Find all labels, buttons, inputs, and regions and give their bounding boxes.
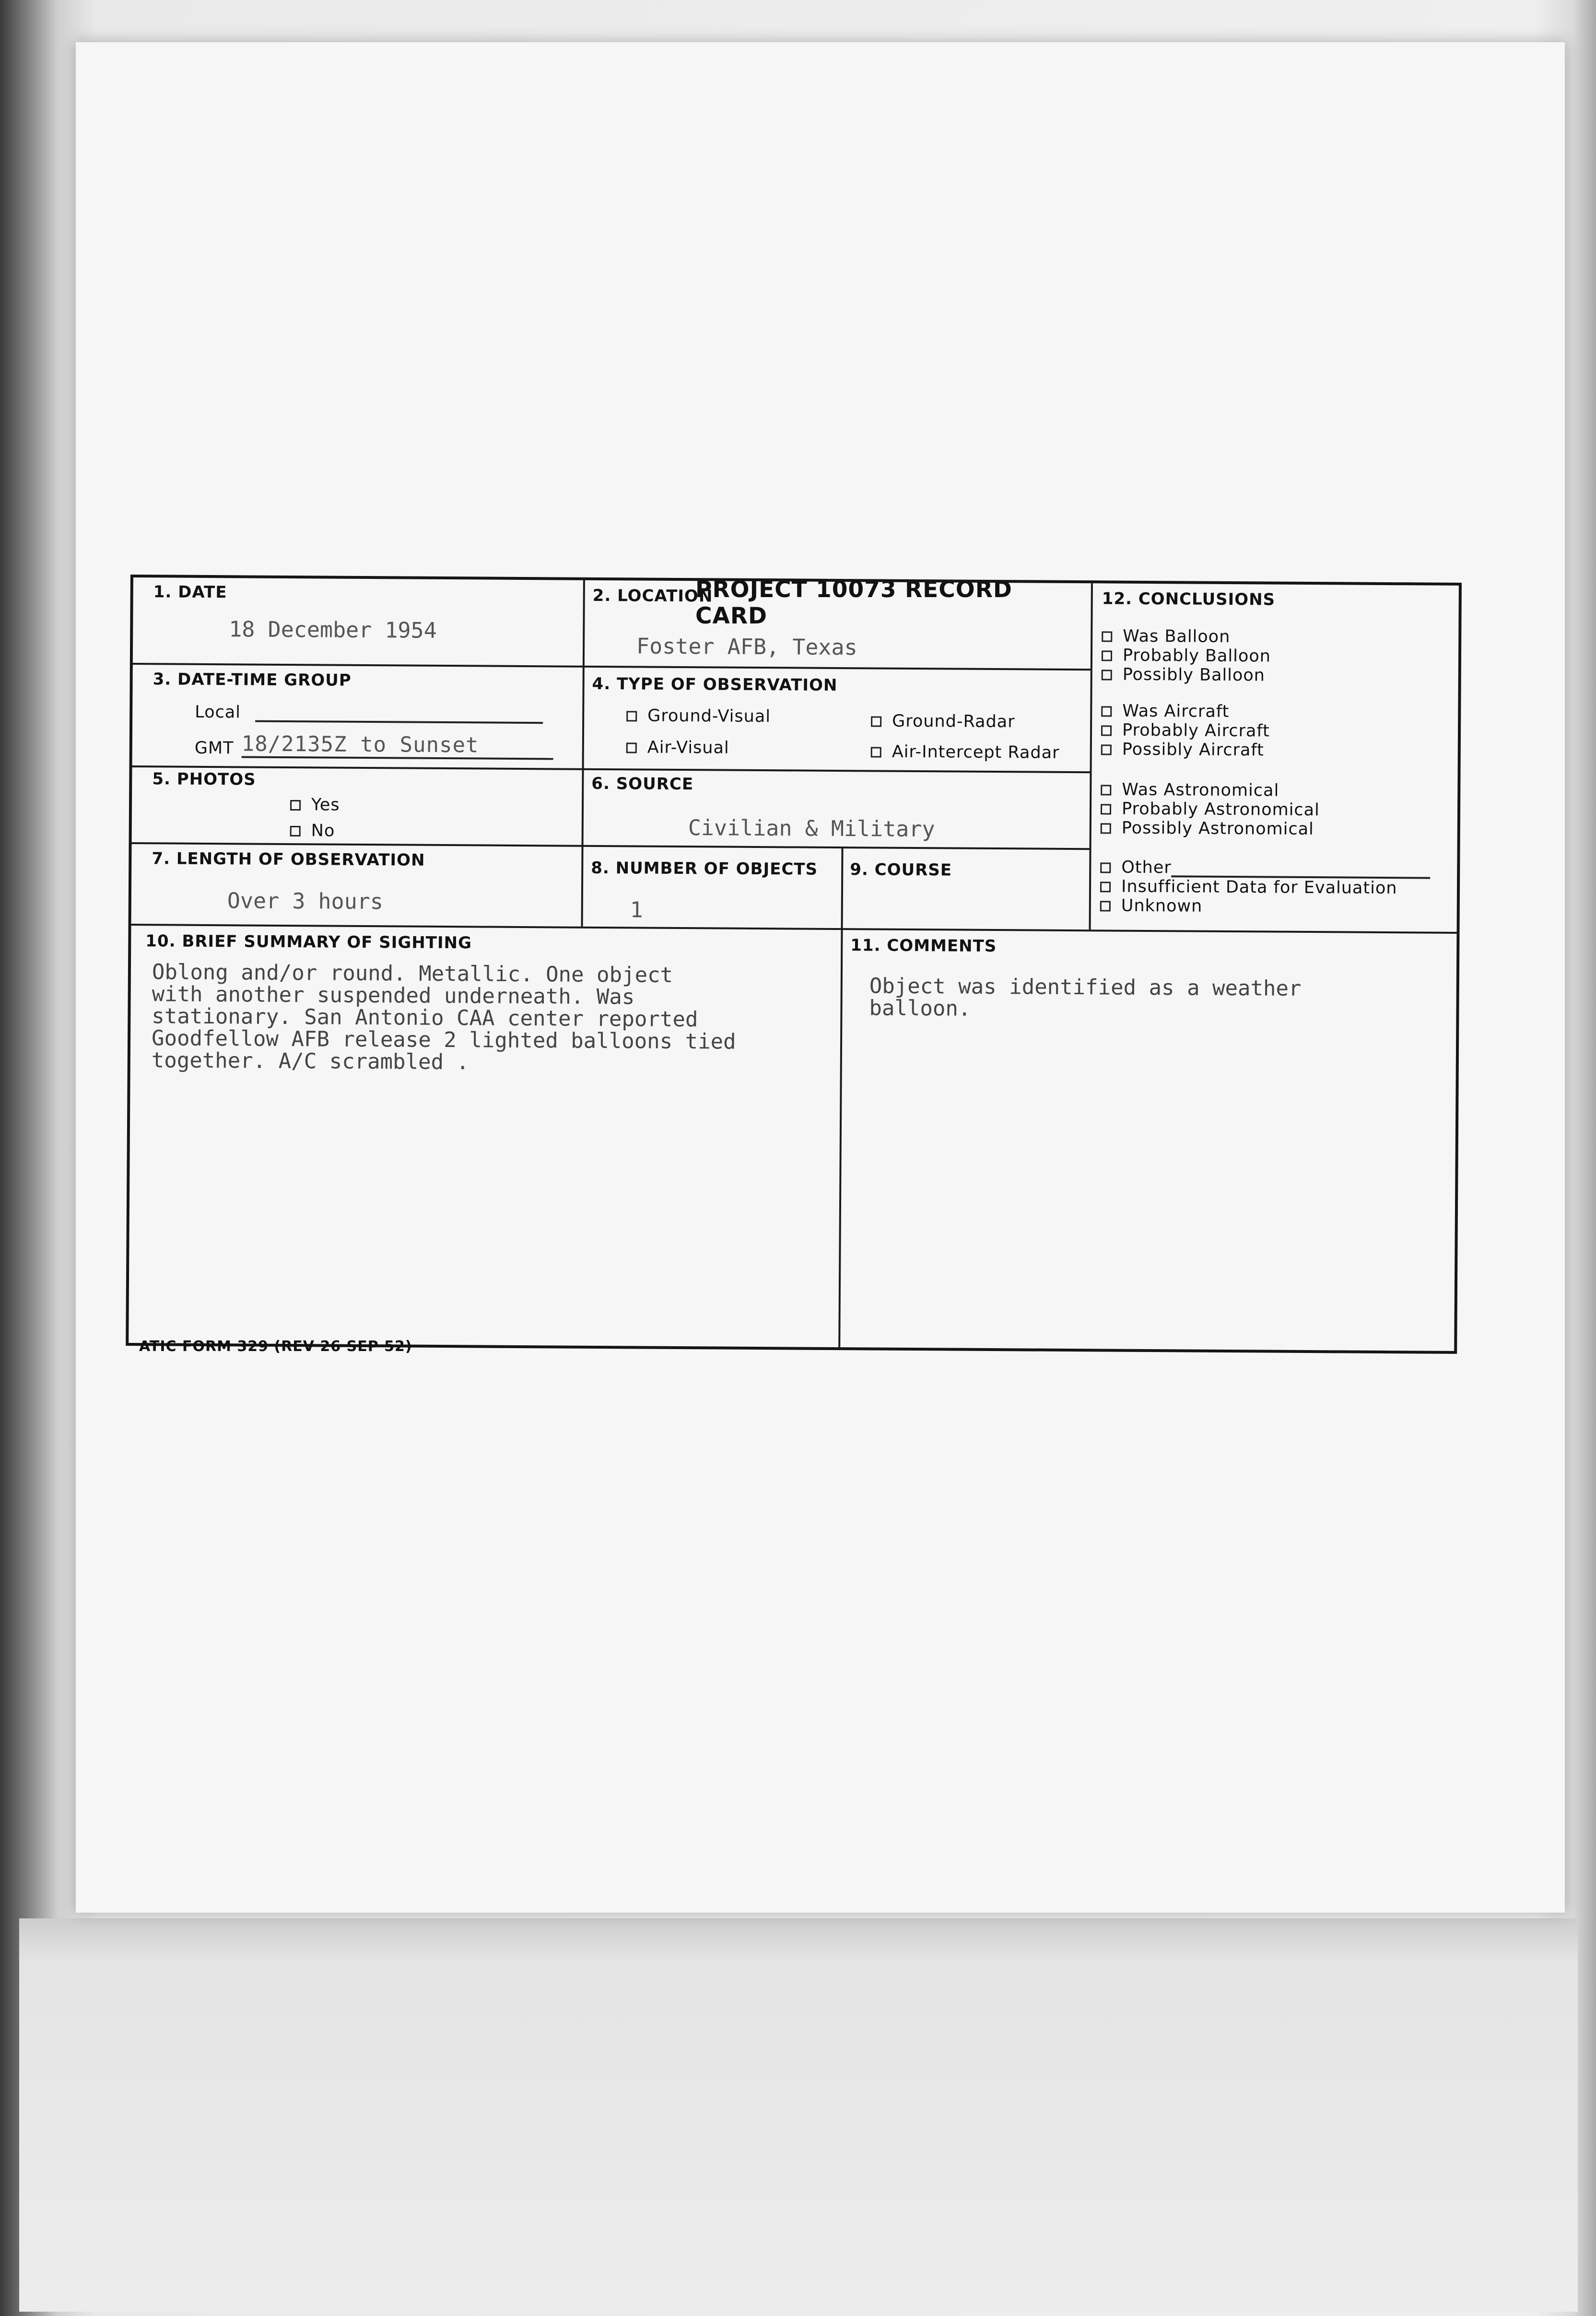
divider-col-course — [841, 846, 844, 928]
divider-col-left — [581, 580, 585, 927]
conclusion-was-balloon: Was Balloon — [1102, 626, 1230, 647]
number-of-objects-label: 8. NUMBER OF OBJECTS — [591, 858, 818, 879]
location-value: Foster AFB, Texas — [636, 633, 857, 660]
card-title: PROJECT 10073 RECORD CARD — [695, 576, 1012, 629]
date-label: 1. DATE — [153, 582, 227, 602]
gmt-time-value: 18/2135Z to Sunset — [241, 731, 479, 758]
checkbox-icon — [290, 826, 301, 836]
conclusion-probably-aircraft: Probably Aircraft — [1101, 720, 1270, 741]
checkbox-icon — [1102, 631, 1112, 642]
checkbox-icon — [1101, 744, 1112, 755]
checkbox-icon — [1100, 862, 1111, 873]
conclusion-was-astronomical: Was Astronomical — [1101, 780, 1279, 800]
option-ground-visual: Ground-Visual — [626, 706, 771, 726]
checkbox-icon — [1101, 725, 1112, 736]
checkbox-icon — [1102, 670, 1112, 680]
conclusion-probably-balloon: Probably Balloon — [1102, 646, 1271, 666]
checkbox-icon — [1101, 706, 1112, 717]
record-card — [126, 575, 1462, 1354]
local-time-line — [255, 720, 543, 724]
divider-col-bottom — [838, 928, 843, 1350]
conclusions-label: 12. CONCLUSIONS — [1102, 589, 1276, 610]
divider-row-1 — [133, 663, 1091, 670]
source-value: Civilian & Military — [688, 815, 935, 842]
local-time-field — [195, 703, 543, 724]
local-time-label: Local — [195, 702, 241, 722]
option-air-intercept-radar: Air-Intercept Radar — [871, 742, 1060, 762]
gmt-time-label: GMT — [194, 738, 234, 758]
gmt-time-field — [195, 731, 553, 760]
date-value: 18 December 1954 — [229, 616, 437, 643]
conclusion-other: Other — [1100, 858, 1431, 879]
date-time-group-label: 3. DATE-TIME GROUP — [153, 670, 352, 690]
divider-row-2 — [132, 765, 1090, 773]
checkbox-icon — [1102, 650, 1112, 661]
divider-col-right — [1089, 583, 1093, 929]
checkbox-icon — [1100, 901, 1111, 911]
location-label: 2. LOCATION — [592, 586, 713, 606]
course-label: 9. COURSE — [850, 860, 952, 880]
checkbox-icon — [1101, 785, 1111, 795]
option-photos-no: No — [290, 821, 335, 841]
conclusion-possibly-astronomical: Possibly Astronomical — [1101, 818, 1314, 839]
conclusion-was-aircraft: Was Aircraft — [1101, 701, 1229, 721]
summary-label: 10. BRIEF SUMMARY OF SIGHTING — [145, 931, 472, 953]
scan-lower-margin — [19, 1918, 1578, 2312]
form-number: ATIC FORM 329 (REV 26 SEP 52) — [139, 1338, 412, 1355]
checkbox-icon — [1101, 804, 1111, 814]
summary-text: Oblong and/or round. Metallic. One object with another suspended underneath. Was stationary. San Antonio CAA center reported Goodfellow AFB release 2 lighted balloons tied together. A/C scrambled . — [151, 960, 736, 1075]
comments-label: 11. COMMENTS — [850, 936, 997, 956]
conclusion-possibly-balloon: Possibly Balloon — [1102, 665, 1265, 685]
checkbox-icon — [871, 716, 881, 727]
option-photos-yes: Yes — [290, 795, 340, 815]
checkbox-icon — [626, 711, 637, 721]
option-air-visual: Air-Visual — [626, 738, 729, 757]
source-label: 6. SOURCE — [591, 774, 694, 794]
length-of-observation-value: Over 3 hours — [227, 888, 384, 915]
option-ground-radar: Ground-Radar — [871, 711, 1015, 731]
checkbox-icon — [626, 742, 637, 753]
checkbox-icon — [290, 800, 301, 811]
conclusion-insufficient-data: Insufficient Data for Evaluation — [1100, 877, 1397, 898]
number-of-objects-value: 1 — [630, 897, 644, 923]
checkbox-icon — [1101, 823, 1111, 834]
checkbox-icon — [871, 747, 881, 757]
conclusion-unknown: Unknown — [1100, 896, 1203, 916]
length-of-observation-label: 7. LENGTH OF OBSERVATION — [152, 849, 425, 870]
type-of-observation-label: 4. TYPE OF OBSERVATION — [592, 674, 838, 695]
gmt-time-line — [242, 731, 553, 760]
divider-row-3 — [132, 842, 1090, 850]
comments-text: Object was identified as a weather balloon. — [869, 974, 1302, 1021]
conclusion-probably-astronomical: Probably Astronomical — [1101, 799, 1320, 820]
photos-label: 5. PHOTOS — [152, 769, 256, 789]
checkbox-icon — [1100, 882, 1111, 892]
conclusion-possibly-aircraft: Possibly Aircraft — [1101, 740, 1264, 760]
